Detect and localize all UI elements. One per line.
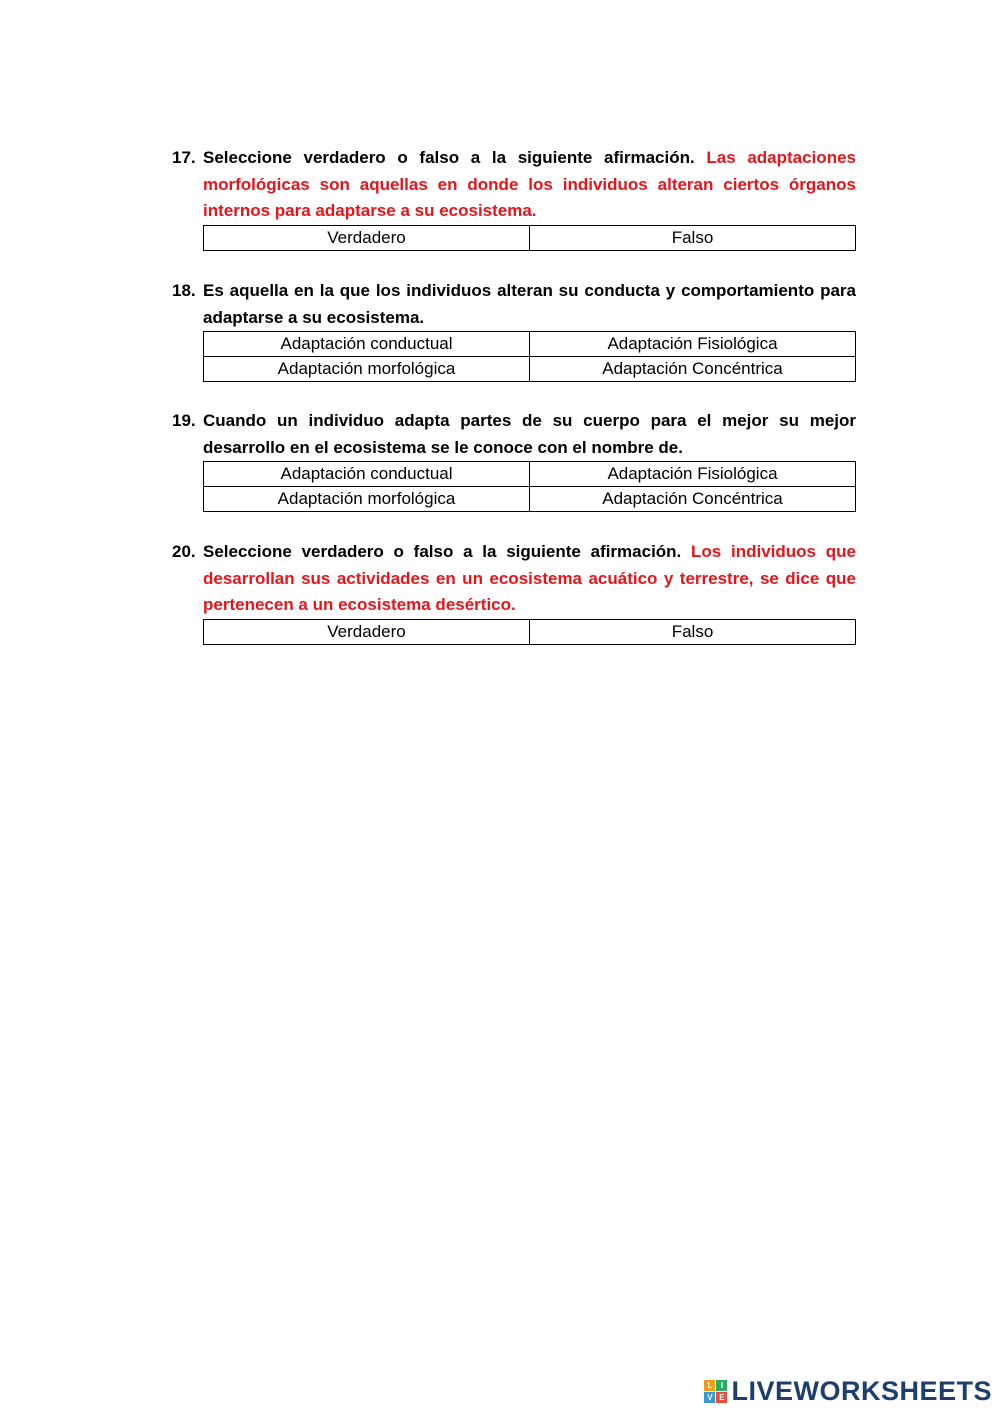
question-number: 18. — [172, 281, 196, 300]
logo-tile: V — [704, 1392, 715, 1403]
liveworksheets-logo — [704, 1376, 992, 1407]
option-adaptacion-morfologica[interactable]: Adaptación morfológica — [204, 357, 530, 382]
option-falso[interactable]: Falso — [530, 619, 856, 644]
option-adaptacion-fisiologica[interactable]: Adaptación Fisiológica — [530, 462, 856, 487]
option-verdadero[interactable]: Verdadero — [204, 225, 530, 250]
option-adaptacion-concentrica[interactable]: Adaptación Concéntrica — [530, 487, 856, 512]
question-text — [203, 278, 856, 331]
answer-options — [203, 461, 856, 512]
question-prompt: Seleccione verdadero o falso a la siguiente afirmación. — [203, 148, 695, 167]
question-text — [203, 539, 856, 619]
option-adaptacion-conductual[interactable]: Adaptación conductual — [204, 462, 530, 487]
question-18 — [172, 278, 856, 382]
liveworksheets-logo-icon — [704, 1380, 727, 1403]
logo-tile: L — [704, 1380, 715, 1391]
question-prompt: Es aquella en la que los individuos alteran su conducta y comportamiento para adaptarse a su ecosistema. — [203, 281, 856, 327]
question-text — [203, 408, 856, 461]
option-adaptacion-conductual[interactable]: Adaptación conductual — [204, 332, 530, 357]
question-prompt: Seleccione verdadero o falso a la siguiente afirmación. — [203, 542, 682, 561]
question-prompt: Cuando un individuo adapta partes de su cuerpo para el mejor su mejor desarrollo en el ecosistema se le conoce con el nombre de. — [203, 411, 856, 457]
question-number: 20. — [172, 542, 196, 561]
question-19 — [172, 408, 856, 512]
question-statement: Las adaptaciones morfológicas son aquellas en donde los individuos alteran ciertos órganos internos para adaptarse a su ecosistema. — [203, 148, 856, 220]
option-adaptacion-morfologica[interactable]: Adaptación morfológica — [204, 487, 530, 512]
option-falso[interactable]: Falso — [530, 225, 856, 250]
brand-name: LIVEWORKSHEETS — [731, 1376, 992, 1406]
answer-options — [203, 619, 856, 645]
question-20 — [172, 539, 856, 645]
answer-options — [203, 331, 856, 382]
option-adaptacion-fisiologica[interactable]: Adaptación Fisiológica — [530, 332, 856, 357]
answer-options — [203, 225, 856, 251]
question-number: 19. — [172, 411, 196, 430]
option-adaptacion-concentrica[interactable]: Adaptación Concéntrica — [530, 357, 856, 382]
question-number: 17. — [172, 148, 196, 167]
question-17 — [172, 145, 856, 251]
option-verdadero[interactable]: Verdadero — [204, 619, 530, 644]
question-statement: Los individuos que desarrollan sus actividades en un ecosistema acuático y terrestre, se dice que pertenecen a un ecosistema desértico. — [203, 542, 856, 614]
logo-tile: E — [716, 1392, 727, 1403]
question-text — [203, 145, 856, 225]
logo-tile: I — [716, 1380, 727, 1391]
